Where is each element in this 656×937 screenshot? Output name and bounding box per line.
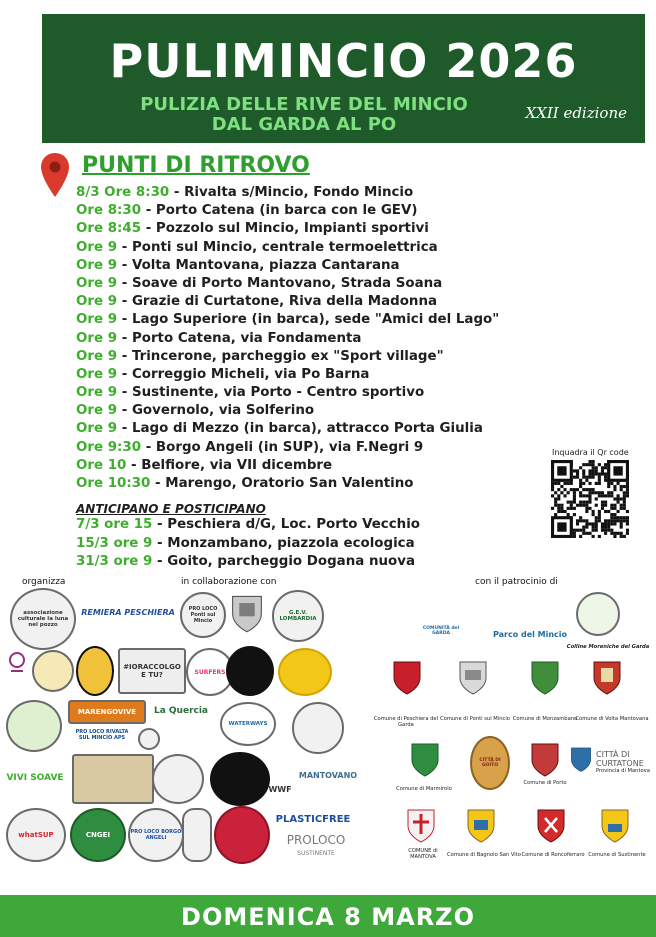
early-late-time: 15/3 ore 9: [76, 535, 153, 551]
early-late-item: [76, 553, 536, 572]
logo-proloco-rivalta: PRO LOCO RIVALTA SUL MINCIO APS: [75, 729, 129, 741]
logo-vivi-soave: VIVI SOAVE: [6, 773, 64, 783]
early-late-list: [76, 516, 536, 572]
logo-mountain: [182, 808, 212, 862]
caption-citta-curtatone: CITTÀ DI CURTATONE: [596, 750, 644, 768]
meeting-point-place: - Lago di Mezzo (in barca), attracco Porta Giulia: [117, 421, 483, 437]
logo-small-2: [138, 728, 160, 750]
logo-colline-moreniche: [576, 592, 620, 636]
event-subtitle-line2: DAL GARDA AL PO: [211, 114, 397, 135]
meeting-point-place: - Marengo, Oratorio San Valentino: [150, 476, 414, 491]
meeting-point-place: - Lago Superiore (in barca), sede "Amici del Lago": [117, 312, 500, 328]
crest-porto-icon: [530, 740, 560, 778]
early-late-place: - Peschiera d/G, Loc. Porto Vecchio: [152, 517, 420, 532]
crest-mantova-icon: [406, 806, 436, 844]
meeting-point-item: [76, 348, 576, 366]
meeting-point-place: - Trincerone, parcheggio ex "Sport village": [117, 348, 444, 364]
caption-peschiera: Comune di Peschiera del Garda: [373, 716, 439, 728]
meeting-point-item: [76, 184, 576, 202]
logo-plasticfree: PLASTICFREE: [275, 813, 351, 825]
meeting-points-title: PUNTI DI RITROVO: [82, 153, 310, 178]
shield-crest-icon: [230, 592, 264, 634]
meeting-point-place: - Belfiore, via VII dicembre: [126, 457, 333, 473]
meeting-point-place: - Grazie di Curtatone, Riva della Madonna: [117, 294, 438, 310]
meeting-point-time: Ore 10:30: [76, 476, 151, 491]
meeting-point-time: Ore 9: [76, 403, 118, 419]
logo-acchiappariffiuti: [6, 700, 62, 752]
qr-label: Inquadra il Qr code: [552, 448, 629, 457]
logo-whatsup: whatSUP: [6, 808, 66, 862]
crest-bagnolo-icon: [466, 806, 496, 844]
logo-yellow-club: [278, 648, 332, 696]
meeting-point-item: [76, 475, 576, 493]
meeting-point-place: - Rivalta s/Mincio, Fondo Mincio: [169, 185, 414, 200]
logo-ioraccolgo: #IORACCOLGO E TU?: [118, 648, 186, 694]
meeting-point-item: [76, 275, 576, 293]
logo-citta-goito: CITTÀ DI GOITO: [470, 736, 510, 790]
qr-code[interactable]: [551, 460, 629, 538]
meeting-point-place: - Volta Mantovana, piazza Cantarana: [117, 257, 400, 273]
crest-peschiera-icon: [392, 658, 422, 696]
caption-monzambano: Comune di Monzambano: [512, 716, 578, 722]
crest-monzambano-icon: [530, 658, 560, 696]
crest-sustinente-icon: [600, 806, 630, 844]
meeting-point-place: - Sustinente, via Porto - Centro sportivo: [117, 385, 425, 401]
meeting-point-time: Ore 9:30: [76, 439, 142, 455]
event-subtitle-line1: PULIZIA DELLE RIVE DEL MINCIO: [140, 94, 468, 115]
meeting-point-place: - Governolo, via Solferino: [117, 403, 315, 419]
collab-label: in collaborazione con: [181, 577, 277, 587]
meeting-point-time: Ore 10: [76, 457, 127, 473]
caption-porto: Comune di Porto: [523, 780, 567, 786]
meeting-point-place: - Porto Catena (in barca con le GEV): [141, 203, 418, 219]
logo-proloco-borgo: PRO LOCO BORGO ANGELI: [128, 808, 184, 862]
header-banner: [42, 14, 645, 143]
crest-roncoferraro-icon: [536, 806, 566, 844]
early-late-time: 31/3 ore 9: [76, 554, 153, 570]
logo-waterways: WATERWAYS: [220, 702, 276, 746]
crest-marmirolo-icon: [410, 740, 440, 778]
logo-small-1: [4, 648, 30, 680]
meeting-points-list: [76, 184, 576, 493]
crest-curtatone-icon: [570, 744, 592, 774]
logo-mantovano: MANTOVANO: [298, 770, 358, 780]
meeting-point-place: - Pozzolo sul Mincio, Impianti sportivi: [141, 221, 429, 237]
meeting-point-item: [76, 457, 576, 475]
logo-round-1: [292, 702, 344, 754]
meeting-point-item: [76, 239, 576, 257]
meeting-point-item: [76, 366, 576, 384]
meeting-point-time: Ore 9: [76, 366, 118, 382]
event-date: DOMENICA 8 MARZO: [181, 903, 475, 931]
logo-surfers: SURFERS: [186, 648, 234, 696]
logo-remiera-peschiera: REMIERA PESCHIERA: [81, 607, 175, 617]
event-title: PULIMINCIO 2026: [109, 34, 578, 88]
caption-sustinente: Comune di Sustinente: [588, 852, 646, 858]
logo-castello: [72, 754, 154, 804]
logo-wwf: WWF: [268, 784, 292, 794]
meeting-point-time: Ore 9: [76, 385, 118, 401]
meeting-point-time: Ore 9: [76, 239, 118, 255]
logo-proloco-sustinente-sub: SUSTINENTE: [297, 849, 335, 857]
caption-bagnolo: Comune di Bagnolo San Vito: [447, 852, 521, 858]
footer-banner: [0, 895, 656, 937]
meeting-point-item: [76, 402, 576, 420]
patrocinio-label: con il patrocinio di: [475, 577, 558, 587]
logo-cngei: CNGEI: [70, 808, 126, 862]
early-late-time: 7/3 ore 15: [76, 517, 153, 532]
caption-colline: Colline Moreniche del Garda: [566, 644, 650, 650]
meeting-point-time: Ore 9: [76, 312, 118, 328]
meeting-point-time: Ore 9: [76, 257, 118, 273]
early-late-place: - Monzambano, piazzola ecologica: [152, 535, 415, 551]
meeting-point-time: Ore 8:30: [76, 203, 142, 219]
crest-ponti-icon: [458, 658, 488, 696]
logo-aa-dark: [226, 646, 274, 696]
organizza-label: organizza: [22, 577, 66, 587]
early-late-title: ANTICIPANO E POSTICIPANO: [76, 502, 266, 516]
meeting-point-item: [76, 311, 576, 329]
caption-mantova: COMUNE di MANTOVA: [408, 848, 438, 860]
meeting-point-item: [76, 293, 576, 311]
early-late-item: [76, 516, 536, 535]
caption-curtatone-sub: Provincia di Mantova: [596, 768, 650, 774]
logo-polisportiva: [76, 646, 114, 696]
meeting-point-place: - Correggio Micheli, via Po Barna: [117, 366, 370, 382]
caption-volta: Comune di Volta Mantovana: [575, 716, 649, 722]
logo-associazione-culturale: associazione culturale la luna nel pozzo: [10, 588, 76, 650]
logo-proloco-sustinente: PROLOCO: [286, 833, 346, 847]
meeting-point-time: Ore 9: [76, 294, 118, 310]
meeting-point-place: - Soave di Porto Mantovano, Strada Soana: [117, 275, 443, 291]
edition-label: XXII edizione: [525, 104, 627, 122]
meeting-point-time: Ore 9: [76, 348, 118, 364]
logo-la-quercia: La Quercia: [153, 706, 209, 716]
caption-marmirolo: Comune di Marmirolo: [396, 786, 452, 792]
meeting-point-item: [76, 384, 576, 402]
caption-ponti: Comune di Ponti sul Mincio: [440, 716, 510, 722]
location-pin-icon: [40, 152, 70, 198]
caption-roncoferraro: Comune di Roncoferraro: [521, 852, 585, 858]
logo-comunita-garda: COMUNITÀ del GARDA: [422, 626, 460, 636]
meeting-point-item: [76, 439, 576, 457]
meeting-point-place: - Porto Catena, via Fondamenta: [117, 330, 362, 346]
logo-gev-lombardia: G.E.V. LOMBARDIA: [272, 590, 324, 642]
crest-volta-icon: [592, 658, 622, 696]
meeting-point-item: [76, 420, 576, 438]
meeting-point-place: - Borgo Angeli (in SUP), via F.Negri 9: [141, 439, 424, 455]
meeting-point-item: [76, 257, 576, 275]
logo-mincio: [152, 754, 204, 804]
logo-la-sbarra: [32, 650, 74, 692]
logo-parco-mincio: Parco del Mincio: [492, 629, 568, 639]
logo-proloco-ponti: PRO LOCO Ponti sul Mincio: [180, 592, 226, 638]
meeting-point-item: [76, 220, 576, 238]
meeting-point-place: - Ponti sul Mincio, centrale termoelettrica: [117, 239, 438, 255]
meeting-point-item: [76, 330, 576, 348]
early-late-place: - Goito, parcheggio Dogana nuova: [152, 554, 415, 570]
logo-dark-round: [210, 752, 270, 806]
meeting-point-time: Ore 9: [76, 275, 118, 291]
early-late-item: [76, 535, 536, 554]
logo-squad: [214, 806, 270, 864]
meeting-point-time: Ore 8:45: [76, 221, 142, 237]
meeting-point-time: 8/3 Ore 8:30: [76, 185, 170, 200]
logo-marengovive: MARENGOVIVE: [68, 700, 146, 724]
meeting-point-time: Ore 9: [76, 421, 118, 437]
meeting-point-item: [76, 202, 576, 220]
meeting-point-time: Ore 9: [76, 330, 118, 346]
